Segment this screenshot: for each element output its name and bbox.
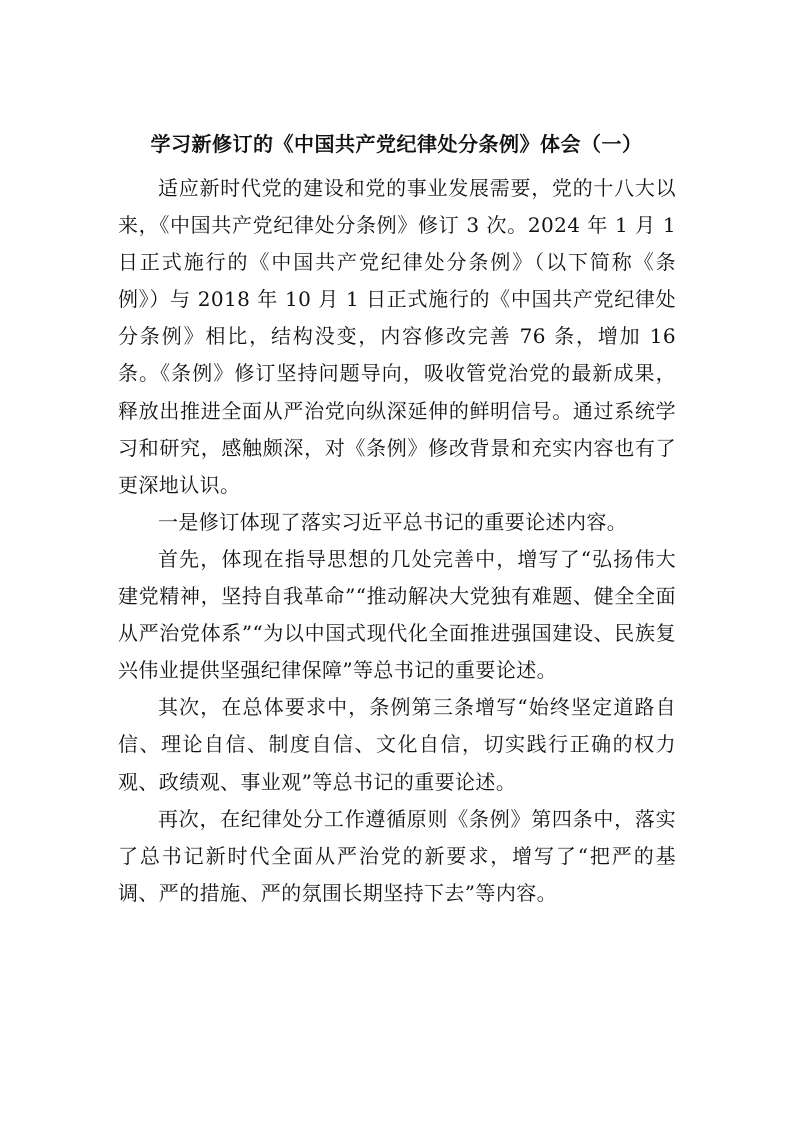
- paragraph-second: 其次，在总体要求中，条例第三条增写“始终坚定道路自信、理论自信、制度自信、文化自信，切实践行正确的权力观、政绩观、事业观”等总书记的重要论述。: [118, 695, 676, 794]
- document-title: 学习新修订的《中国共产党纪律处分条例》体会（一）: [150, 132, 643, 156]
- document-body: [118, 170, 676, 912]
- paragraph-intro: 适应新时代党的建设和党的事业发展需要，党的十八大以来，《中国共产党纪律处分条例》修订 3 次。2024 年 1 月 1 日正式施行的《中国共产党纪律处分条例》（以下简称《条例》）与 2018 年 10 月 1 日正式施行的《中国共产党纪律处分条例》相比，结构没变，内容修改完善 76 条，增加 16 条。《条例》修订坚持问题导向，吸收管党治党的最新成果，释放出推进全面从严治党向纵深延伸的鲜明信号。通过系统学习和研究，感触颇深，对《条例》修改背景和充实内容也有了更深地认识。: [118, 176, 676, 497]
- paragraph-first: 首先，体现在指导思想的几处完善中，增写了“弘扬伟大建党精神，坚持自我革命”“推动解决大党独有难题、健全全面从严治党体系”“为以中国式现代化全面推进强国建设、民族复兴伟业提供坚强纪律保障”等总书记的重要论述。: [118, 546, 676, 683]
- paragraph-third: 再次，在纪律处分工作遵循原则《条例》第四条中，落实了总书记新时代全面从严治党的新要求，增写了“把严的基调、严的措施、严的氛围长期坚持下去”等内容。: [118, 806, 676, 905]
- paragraph-point-one: 一是修订体现了落实习近平总书记的重要论述内容。: [158, 509, 628, 534]
